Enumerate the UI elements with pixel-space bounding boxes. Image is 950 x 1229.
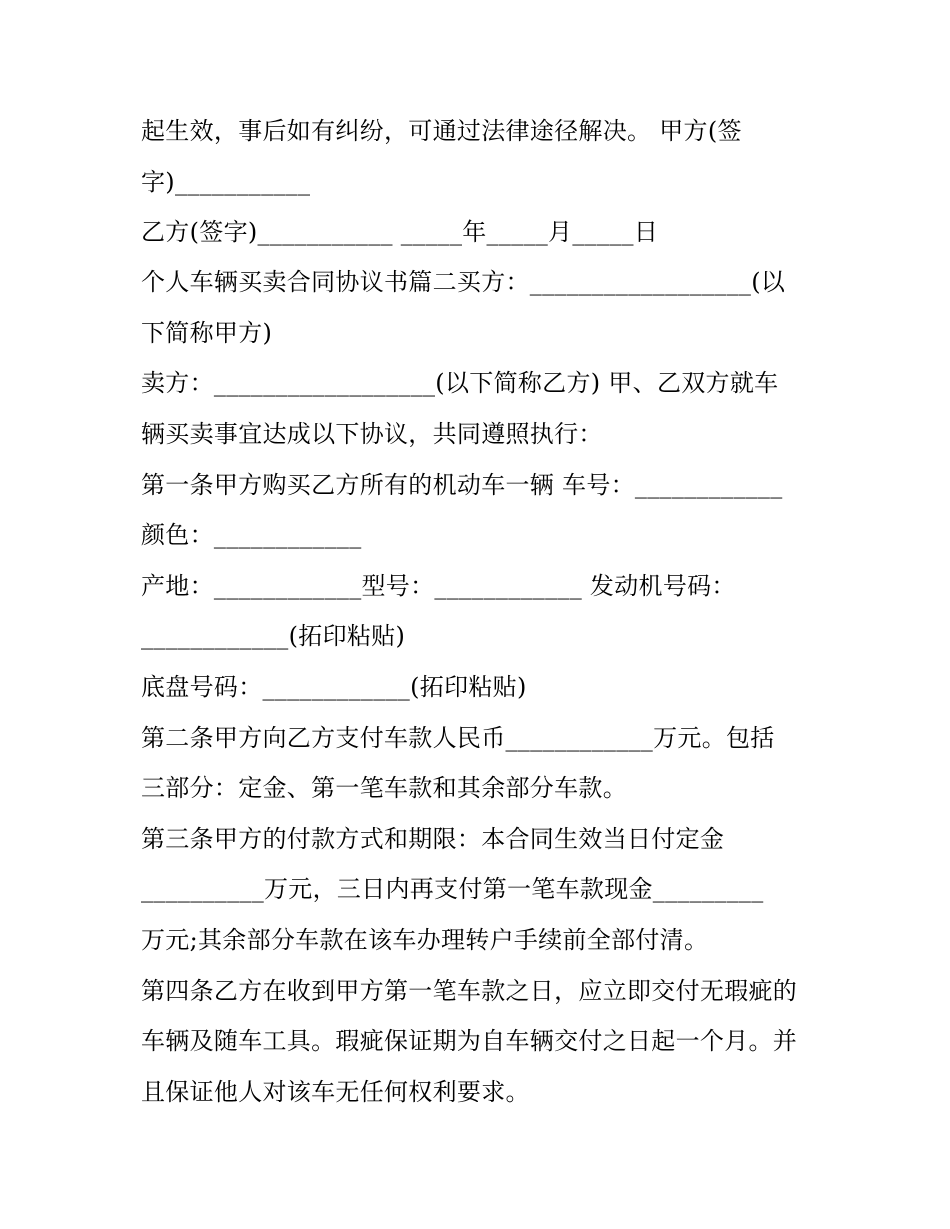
text-line: 第二条甲方向乙方支付车款人民币____________万元。包括 <box>141 724 775 752</box>
text-line: 第一条甲方购买乙方所有的机动车一辆 车号：____________ <box>141 471 783 499</box>
text-line: 且保证他人对该车无任何权利要求。 <box>141 1078 530 1106</box>
text-line: ____________(拓印粘贴) <box>141 622 406 650</box>
text-line: 字)___________ <box>141 168 311 196</box>
text-line: 颜色：____________ <box>141 521 362 549</box>
text-line: 个人车辆买卖合同协议书篇二买方：__________________(以 <box>141 268 786 296</box>
text-line: 乙方(签字)___________ _____年_____月_____日 <box>141 218 659 246</box>
text-line: 车辆及随车工具。瑕疵保证期为自车辆交付之日起一个月。并 <box>141 1027 798 1055</box>
text-line: 辆买卖事宜达成以下协议，共同遵照执行： <box>141 420 603 448</box>
text-line: 卖方：__________________(以下简称乙方) 甲、乙双方就车 <box>141 369 779 397</box>
text-line: 第三条甲方的付款方式和期限：本合同生效当日付定金 <box>141 825 725 853</box>
text-line: __________万元，三日内再支付第一笔车款现金_________ <box>141 875 764 903</box>
text-line: 万元;其余部分车款在该车办理转户手续前全部付清。 <box>141 926 709 954</box>
text-line: 起生效，事后如有纠纷，可通过法律途径解决。 甲方(签 <box>141 117 742 145</box>
text-line: 下简称甲方) <box>141 319 273 347</box>
text-line: 底盘号码：____________(拓印粘贴) <box>141 673 527 701</box>
text-line: 三部分：定金、第一笔车款和其余部分车款。 <box>141 774 627 802</box>
text-line: 产地：____________型号：____________ 发动机号码： <box>141 572 736 600</box>
text-line: 第四条乙方在收到甲方第一笔车款之日，应立即交付无瑕疵的 <box>141 977 798 1005</box>
